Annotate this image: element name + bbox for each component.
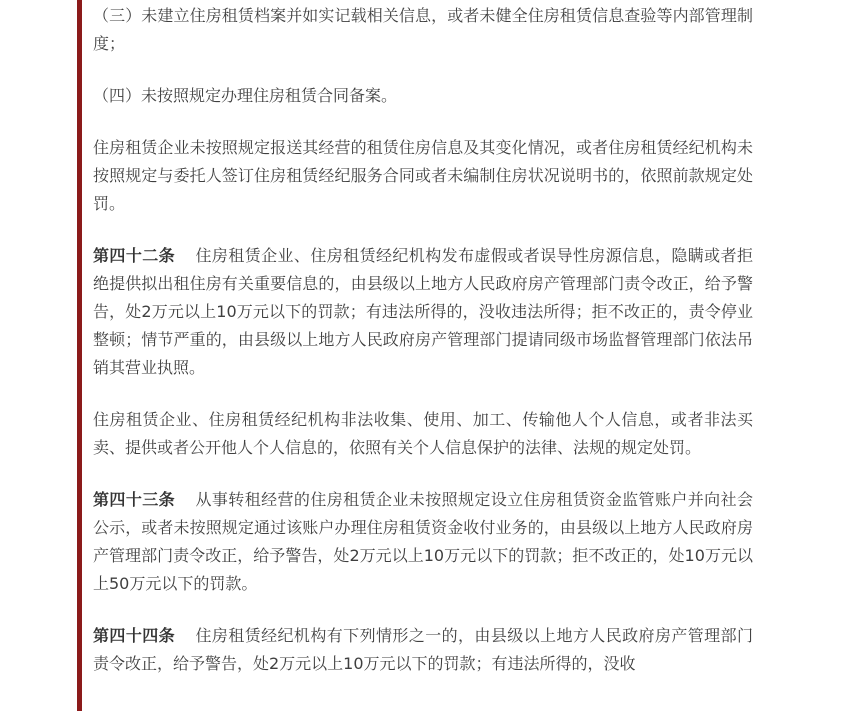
paragraph-text: 住房租赁经纪机构有下列情形之一的，由县级以上地方人民政府房产管理部门责令改正，给予警告，处2万元以上10万元以下的罚款；有违法所得的，没收 [93, 626, 753, 673]
article-number: 第四十四条 [93, 626, 176, 645]
paragraph-text: 住房租赁企业、住房租赁经纪机构非法收集、使用、加工、传输他人个人信息，或者非法买卖、提供或者公开他人个人信息的，依照有关个人信息保护的法律、法规的规定处罚。 [93, 410, 753, 457]
paragraph [93, 622, 753, 678]
paragraph-text: 住房租赁企业未按照规定报送其经营的租赁住房信息及其变化情况，或者住房租赁经纪机构未按照规定与委托人签订住房租赁经纪服务合同或者未编制住房状况说明书的，依照前款规定处罚。 [93, 138, 753, 213]
article-number: 第四十三条 [93, 490, 176, 509]
paragraph [93, 134, 753, 218]
paragraph-text: 从事转租经营的住房租赁企业未按照规定设立住房租赁资金监管账户并向社会公示，或者未按照规定通过该账户办理住房租赁资金收付业务的，由县级以上地方人民政府房产管理部门责令改正，给予警告，处2万元以上10万元以下的罚款；拒不改正的，处10万元以上50万元以下的罚款。 [93, 490, 753, 593]
paragraph-text: 住房租赁企业、住房租赁经纪机构发布虚假或者误导性房源信息，隐瞒或者拒绝提供拟出租住房有关重要信息的，由县级以上地方人民政府房产管理部门责令改正，给予警告，处2万元以上10万元以下的罚款；有违法所得的，没收违法所得；拒不改正的，责令停业整顿；情节严重的，由县级以上地方人民政府房产管理部门提请同级市场监督管理部门依法吊销其营业执照。 [93, 246, 753, 377]
paragraph [93, 2, 753, 58]
article-number: 第四十二条 [93, 246, 176, 265]
article-body [93, 2, 753, 702]
paragraph [93, 242, 753, 382]
paragraph [93, 82, 753, 110]
paragraph-text: （四）未按照规定办理住房租赁合同备案。 [93, 86, 398, 105]
accent-bar [77, 0, 82, 711]
paragraph [93, 406, 753, 462]
paragraph [93, 486, 753, 598]
paragraph-text: （三）未建立住房租赁档案并如实记载相关信息，或者未健全住房租赁信息查验等内部管理制度； [93, 6, 753, 53]
